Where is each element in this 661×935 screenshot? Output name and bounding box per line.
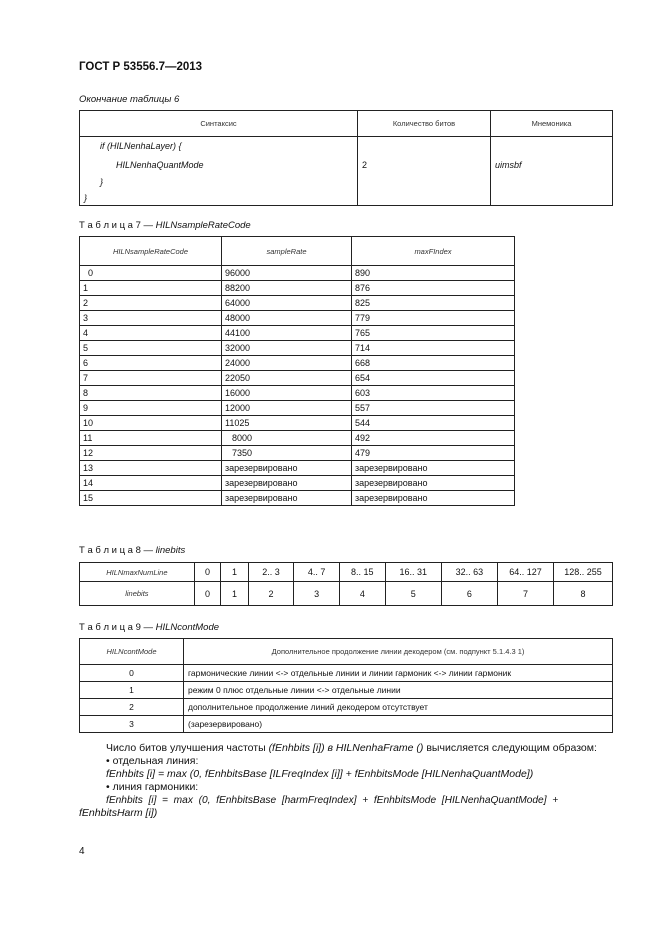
table7-cell: 16000 [222,386,352,401]
table7-cell: 6 [80,356,222,371]
table9-cell: 0 [80,665,184,682]
table8-cell: 3 [294,582,340,606]
paragraph-intro: Число битов улучшения частоты (fEnhbits [i]) в HILNenhaFrame () вычисляется следующим образом: [106,742,597,754]
table7-header: sampleRate [222,237,352,266]
table8-row-label: HILNmaxNumLine [80,563,195,582]
table7-cell: зарезервировано [222,491,352,506]
table8-cell: 32.. 63 [441,563,497,582]
table9-cell: 2 [80,699,184,716]
table7-cell: 11025 [222,416,352,431]
table-row [80,476,515,491]
table6-syntax-line: } [84,193,88,203]
table7-cell: 32000 [222,341,352,356]
table-row [80,416,515,431]
table7-cell: 0 [80,266,222,281]
formula-harmonic-line-cont: fEnhbitsHarm [i]) [79,807,158,819]
table9-header: HILNcontMode [80,639,184,665]
table-row [80,665,613,682]
table8-cell: 128.. 255 [554,563,613,582]
table7-cell: 14 [80,476,222,491]
table7-caption: Т а б л и ц а 7 — HILNsampleRateCode [79,220,251,231]
table-row [80,401,515,416]
table6-syntax-line: HILNenhaQuantMode [116,160,204,170]
table7-cell: 24000 [222,356,352,371]
table7-cell: 88200 [222,281,352,296]
formula-harmonic-line: fEnhbits [i] = max (0, fEnhbitsBase [harmFreqIndex] + fEnhbitsMode [HILNenhaQuantMode] + [106,795,559,806]
table7-cell: 22050 [222,371,352,386]
table8-cell: 8.. 15 [339,563,385,582]
table6-bits-cell: 2 [358,137,491,206]
table8-cell: 2.. 3 [248,563,294,582]
table7-cell: 7 [80,371,222,386]
table7-cell: 654 [352,371,515,386]
table6-header-bits: Количество битов [358,111,491,137]
table-row [80,326,515,341]
table7-cell: 2 [80,296,222,311]
bullet-single-line: • отдельная линия: [106,755,199,767]
table-row [80,431,515,446]
table7-cell: 13 [80,461,222,476]
table7-cell: 48000 [222,311,352,326]
table7-cell: 825 [352,296,515,311]
table-row [80,311,515,326]
table6-header-syntax: Синтаксис [80,111,358,137]
table8-cell: 1 [221,563,248,582]
table-row [80,461,515,476]
table7-header: HILNsampleRateCode [80,237,222,266]
table7-cell: 1 [80,281,222,296]
table-row [80,281,515,296]
table7-cell: 15 [80,491,222,506]
table6-header-mnemonic: Мнемоника [491,111,613,137]
table7-cell: 603 [352,386,515,401]
table7-cell: 11 [80,431,222,446]
page-number: 4 [79,846,85,857]
table7-cell: 4 [80,326,222,341]
table9-cell: 1 [80,682,184,699]
table7-cell: 3 [80,311,222,326]
table8-cell: 0 [194,582,221,606]
table6-syntax-line: } [100,177,104,187]
table6-caption: Окончание таблицы 6 [79,94,180,105]
table-row [80,296,515,311]
table-row [80,699,613,716]
table7-cell: 544 [352,416,515,431]
table7-header: maxFIndex [352,237,515,266]
table-row [80,491,515,506]
table8-cell: 64.. 127 [497,563,553,582]
table-row [80,371,515,386]
table7-cell: зарезервировано [352,491,515,506]
table7-cell: 668 [352,356,515,371]
table8-cell: 16.. 31 [385,563,441,582]
table7-cell: 12000 [222,401,352,416]
formula-single-line: fEnhbits [i] = max (0, fEnhbitsBase [ILFreqIndex [i]] + fEnhbitsMode [HILNenhaQuantMode]) [106,768,534,780]
table-8 [79,562,613,606]
table8-cell: 1 [221,582,248,606]
table6-syntax-line: if (HILNenhaLayer) { [100,141,182,151]
table6-mnemonic-cell: uimsbf [491,137,613,206]
table7-cell: 557 [352,401,515,416]
document-header: ГОСТ Р 53556.7—2013 [79,61,203,73]
table7-cell: 8 [80,386,222,401]
table-row [80,341,515,356]
table-9 [79,638,613,733]
table8-cell: 7 [497,582,553,606]
bullet-harmonic-line: • линия гармоники: [106,781,199,793]
table8-cell: 0 [194,563,221,582]
table7-cell: 779 [352,311,515,326]
table-row [80,356,515,371]
table-row [80,682,613,699]
table8-row-label: linebits [80,582,195,606]
table-6 [79,110,613,206]
table7-cell: 492 [352,431,515,446]
table7-cell: 10 [80,416,222,431]
table-row [80,266,515,281]
table7-cell: 876 [352,281,515,296]
table-row [80,386,515,401]
table7-cell: 714 [352,341,515,356]
table8-caption: Т а б л и ц а 8 — linebits [79,545,186,556]
table9-caption: Т а б л и ц а 9 — HILNcontMode [79,622,220,633]
table7-cell: 479 [352,446,515,461]
table-row [80,446,515,461]
table7-cell: 765 [352,326,515,341]
table-row [80,716,613,733]
table7-cell: 9 [80,401,222,416]
table9-cell: дополнительное продолжение линий декодером отсутствует [184,699,613,716]
table8-cell: 8 [554,582,613,606]
table9-cell: режим 0 плюс отдельные линии <-> отдельные линии [184,682,613,699]
table9-cell: (зарезервировано) [184,716,613,733]
table8-cell: 4 [339,582,385,606]
table8-cell: 2 [248,582,294,606]
table9-cell: 3 [80,716,184,733]
table7-cell: 8000 [222,431,352,446]
table7-cell: зарезервировано [222,476,352,491]
table9-cell: гармонические линии <-> отдельные линии и линии гармоник <-> линии гармоник [184,665,613,682]
table6-syntax-cell [80,137,358,206]
table7-cell: 64000 [222,296,352,311]
table7-cell: зарезервировано [352,476,515,491]
table7-cell: 12 [80,446,222,461]
table8-cell: 5 [385,582,441,606]
table9-header: Дополнительное продолжение линии декодером (см. подпункт 5.1.4.3 1) [184,639,613,665]
table8-cell: 6 [441,582,497,606]
table-7 [79,236,515,506]
table7-cell: зарезервировано [352,461,515,476]
table7-cell: 96000 [222,266,352,281]
table7-cell: 44100 [222,326,352,341]
table7-cell: зарезервировано [222,461,352,476]
table7-cell: 890 [352,266,515,281]
table7-cell: 7350 [222,446,352,461]
table7-cell: 5 [80,341,222,356]
table8-cell: 4.. 7 [294,563,340,582]
